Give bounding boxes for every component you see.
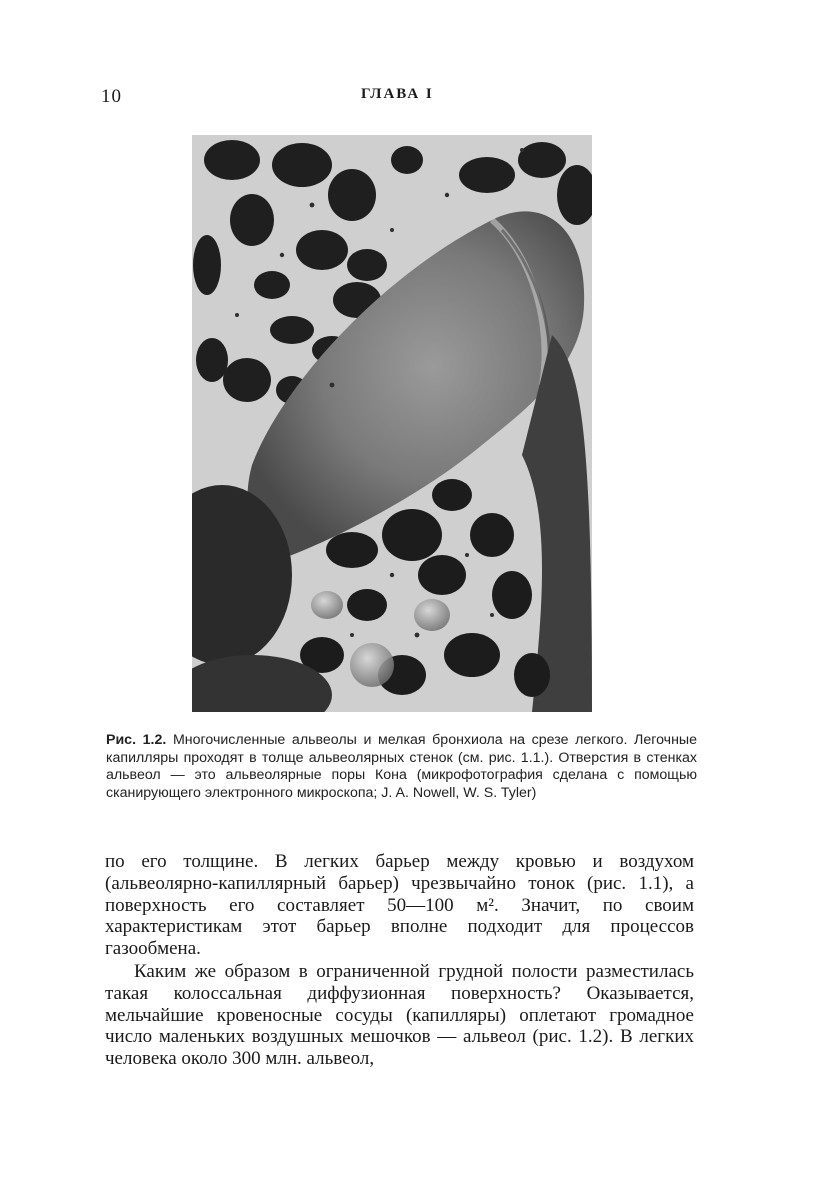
page-number: 10 (101, 86, 122, 107)
body-text (105, 851, 694, 1070)
running-head: ГЛАВА I (361, 86, 434, 102)
figure-label: Рис. 1.2. (106, 732, 167, 748)
paragraph-2: Каким же образом в ограниченной грудной полости разместилась такая колоссальная диффузионная поверхность? Оказывается, мельчайшие кровеносные сосуды (капилляры) оплетают громадное число маленьких воздушных мешочков — альвеол (рис. 1.2). В легких человека около 300 млн. альвеол, (105, 960, 694, 1070)
paragraph-1: по его толщине. В легких барьер между кровью и воздухом (альвеолярно-капиллярный барьер) чрезвычайно тонок (рис. 1.1), а поверхность его составляет 50—100 м². Значит, по своим характеристикам этот барьер вполне подходит для процессов газообмена. (105, 851, 694, 960)
alveoli-micrograph-image (192, 135, 592, 712)
micrograph-figure (192, 135, 592, 712)
figure-caption (106, 732, 697, 802)
figure-caption-text: Многочисленные альвеолы и мелкая бронхиола на срезе легкого. Легочные капилляры проходят в толще альвеолярных стенок (см. рис. 1.1.). Отверстия в стенках альвеол — это альвеолярные поры Кона (микрофотография сделана с помощью сканирующего электронного микроскопа; J. A. Nowell, W. S. Tyler) (106, 732, 697, 801)
